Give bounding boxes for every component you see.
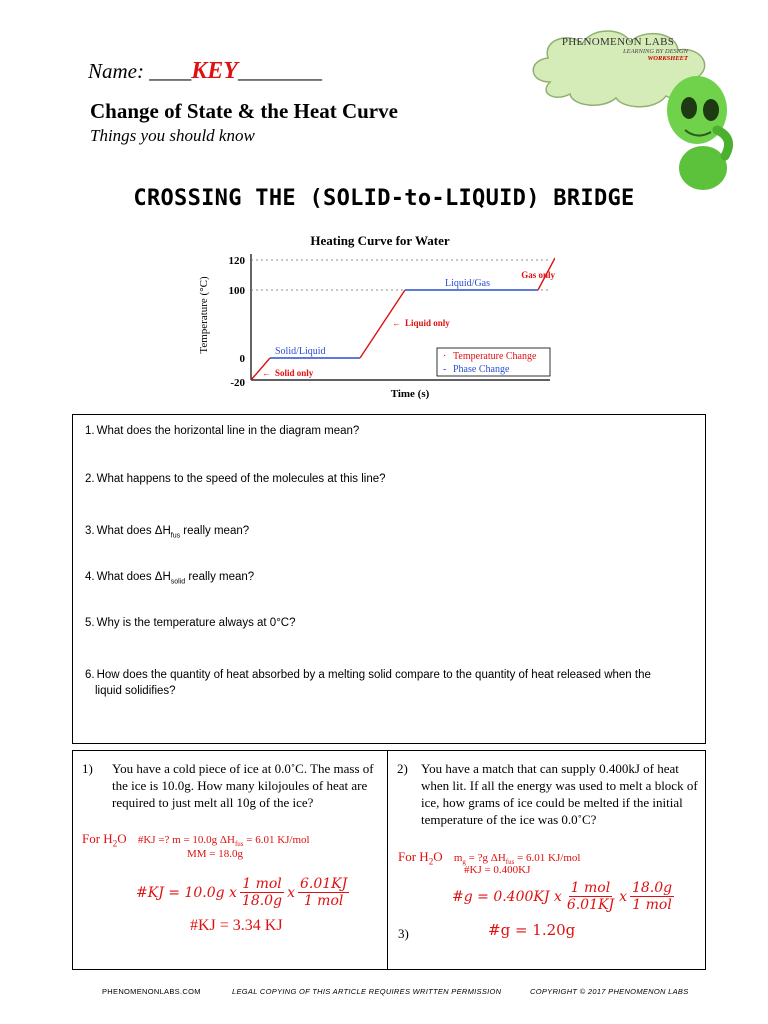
ytick-label: 120 <box>228 255 245 267</box>
name-line <box>88 58 322 85</box>
name-prefix: Name: ____ <box>88 59 192 83</box>
question-4: 4. What does $\Delta H_{solid}$ really mean? <box>85 571 255 586</box>
legend-item: Temperature Change <box>453 351 537 362</box>
problem-1-answer: #KJ = 3.34 KJ <box>190 917 283 934</box>
logo-brand: PHENOMENON LABS <box>561 36 675 48</box>
question-6: 6. How does the quantity of heat absorbed by a melting solid compare to the quantity of heat released when the liquid solidifies? <box>85 669 651 697</box>
segment-label: Gas only <box>521 270 555 280</box>
problem-1-equation: #KJ = 10.0g x $\frac{\text{1 mol}}{18.0g}$ x $\frac{6.01KJ}{\text{1 mol}}$ <box>136 876 348 909</box>
problem-2-text: You have a match that can supply 0.400kJ of heat when lit. If all the energy was used to melt a block of ice, how grams of ice could be melted if the initial temperature of the ice was 0.0˚C? <box>421 761 698 827</box>
segment-label-arrow: ← <box>262 368 271 378</box>
alien-mascot-icon <box>655 60 750 190</box>
problem-1 <box>82 760 382 811</box>
problem-1-text: You have a cold piece of ice at 0.0˚C. The mass of the ice is 10.0g. How many kilojoules of heat are required to just melt all 10g of the ice? <box>112 761 374 810</box>
segment-label: Solid only <box>275 368 314 378</box>
segment-label-arrow: ← <box>392 318 401 328</box>
problem-1-given: For $H_2O$ #KJ =? m = 10.0g $\Delta H_{fus} = 6.01$ KJ/mol <box>82 831 310 849</box>
legend-marker-phase: - <box>443 364 447 375</box>
questions-box <box>72 414 706 744</box>
problem-2-answer: #g = 1.20g <box>488 921 576 939</box>
problem-3-number: 3) <box>398 926 409 941</box>
segment-label: Liquid only <box>405 318 450 328</box>
name-key: KEY <box>191 58 238 84</box>
x-axis-label: Time (s) <box>390 388 430 400</box>
ytick-label: 0 <box>239 353 245 365</box>
ytick-label: 100 <box>228 285 245 297</box>
footer-website: PHENOMENONLABS.COM <box>102 987 201 996</box>
question-3: 3. What does $\Delta H_{fus}$ really mean? <box>85 525 250 540</box>
page-title: Change of State & the Heat Curve <box>90 99 398 123</box>
legend-item: Phase Change <box>453 364 510 375</box>
problem-2-given: For $H_2O$ $m_g$ = ?g $\Delta H_{fus} = 6.01$ KJ/mol <box>398 849 581 867</box>
heating-curve-chart <box>195 230 555 402</box>
chart-title: Heating Curve for Water <box>310 233 450 248</box>
section-banner: CROSSING THE (SOLID-to-LIQUID) BRIDGE <box>133 186 635 211</box>
footer-legal: LEGAL COPYING OF THIS ARTICLE REQUIRES WRITTEN PERMISSION <box>232 987 502 996</box>
question-2: 2. What happens to the speed of the molecules at this line? <box>85 473 386 485</box>
ytick-label: -20 <box>230 377 245 389</box>
logo-tagline: LEARNING BY DESIGN <box>623 48 688 55</box>
problem-2-kj: #KJ = 0.400KJ <box>464 864 531 876</box>
logo-worksheet: WORKSHEET <box>647 55 688 62</box>
question-5: 5. Why is the temperature always at 0°C? <box>85 617 296 629</box>
name-suffix: ________ <box>237 59 322 83</box>
problem-1-molar-mass: MM = 18.0g <box>187 848 244 860</box>
problem-2 <box>397 760 699 828</box>
segment-label: Liquid/Gas <box>445 278 490 289</box>
question-1: 1. What does the horizontal line in the diagram mean? <box>85 425 360 437</box>
problem-2-equation: #g = 0.400KJ x $\frac{\text{1 mol}}{6.01KJ}$ x $\frac{18.0g}{\text{1 mol}}$ <box>452 880 673 913</box>
problems-divider <box>387 750 388 970</box>
legend-marker-temperature: · <box>443 351 447 362</box>
y-axis-label: Temperature (°C) <box>198 276 210 354</box>
problem-2-number: 2) <box>397 761 408 776</box>
footer-copyright: COPYRIGHT © 2017 PHENOMENON LABS <box>530 987 689 996</box>
problem-1-number: 1) <box>82 761 93 776</box>
segment-label: Solid/Liquid <box>275 346 326 357</box>
page-subtitle: Things you should know <box>90 126 255 145</box>
logo-text <box>548 36 688 62</box>
